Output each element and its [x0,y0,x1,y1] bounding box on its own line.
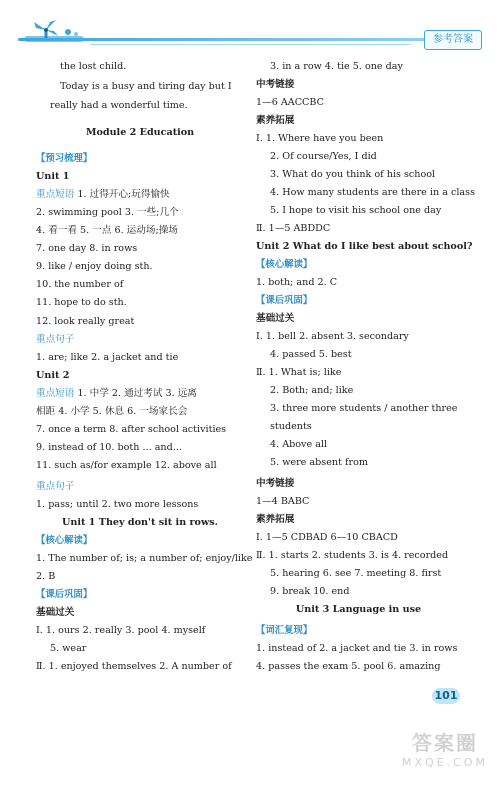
answer-text: 2. Both; and; like [270,385,354,396]
answer-line [36,606,74,620]
answer-line [256,258,312,272]
answer-text: 素养拓展 [256,115,295,126]
answer-line [36,534,92,548]
answer-text: 4. passed 5. best [270,349,352,360]
answer-text: 5. hearing 6. see 7. meeting 8. first [270,568,442,579]
watermark-line1: 答案圈 [412,731,478,755]
answer-text: 中考链接 [256,478,295,489]
answer-line [36,480,74,494]
answer-text: 4. How many students are there in a class [270,187,475,198]
answer-line [36,642,86,656]
answer-line [256,456,368,470]
answer-line [256,603,461,617]
answer-text: 【课后巩固】 [256,295,313,306]
answer-text: 素养拓展 [256,514,295,525]
answer-line [36,80,232,94]
answer-text: Ⅱ. 1. What is; like [256,367,342,378]
answer-text: Unit 1 They don't sit in rows. [62,517,218,528]
answer-text: Ⅱ. 1—5 ABDDC [256,223,331,234]
answer-text: Module 2 Education [85,127,195,138]
answer-text: 中考链接 [256,79,295,90]
header-subrule [90,44,410,45]
answer-text: students [270,421,312,432]
answer-line [256,78,294,92]
answer-line [36,315,134,329]
key-section-label: 重点短语 [36,189,75,200]
answer-text: 11. such as/for example 12. above all [36,460,217,471]
watermark-line2: MXQE.COM [402,756,488,769]
answer-line [256,186,475,200]
answer-line [36,333,74,347]
answer-line [256,60,403,74]
answer-line [36,552,252,566]
answer-line [256,438,327,452]
answer-text: 【课后巩固】 [36,589,93,600]
answer-line [256,114,294,128]
answer-line [36,260,153,274]
answer-text: Unit 2 What do I like best about school? [256,241,473,252]
answer-text: 7. once a term 8. after school activities [36,424,227,435]
answer-line [36,242,137,256]
answer-line [36,459,217,473]
answer-line [256,495,309,509]
answer-text: 2. B [36,571,56,582]
answer-text: Ⅱ. 1. starts 2. students 3. is 4. recorded [256,550,449,561]
answer-line [256,168,435,182]
answer-text: 4. Above all [270,439,328,450]
answer-line [256,585,350,599]
answer-line [36,387,197,401]
answer-line [256,384,353,398]
answer-text: 5. I hope to visit his school one day [270,205,442,216]
answer-text: 1. both; and 2. C [256,277,338,288]
answer-text: Unit 1 [36,171,70,182]
answer-line [36,278,123,292]
answer-text: 【预习梳理】 [36,153,93,164]
answer-text: 5. were absent from [270,457,368,468]
answer-line [36,99,188,113]
answer-text: 3. in a row 4. tie 5. one day [270,61,403,72]
answer-line [36,351,178,365]
answer-text: 1. pass; until 2. two more lessons [36,499,199,510]
watermark [400,730,490,776]
answer-line [256,402,457,416]
answer-line [256,294,312,308]
answer-text: Unit 2 [36,370,70,381]
answer-line [36,188,170,202]
answer-text: Ⅰ. 1. ours 2. really 3. pool 4. myself [36,625,206,636]
windmill-logo-icon [24,16,84,46]
answer-line [256,312,294,326]
answer-line [256,549,448,563]
answer-line [36,498,198,512]
answer-line [256,531,398,545]
answer-line [36,423,226,437]
answer-line [256,150,377,164]
page-number: 101 [432,688,460,704]
answer-text: 11. hope to do sth. [36,297,127,308]
answer-text: Ⅱ. 1. enjoyed themselves 2. A number of [36,661,232,672]
answer-line [36,152,92,166]
answer-text: 9. break 10. end [270,586,350,597]
answer-line [36,588,92,602]
answer-line [36,624,205,638]
answer-text: 4. 看一看 5. 一点 6. 运动场;操场 [36,225,178,236]
answer-text: 【核心解读】 [36,535,93,546]
answer-text: Ⅰ. 1. Where have you been [256,133,384,144]
answer-text: 1. The number of; is; a number of; enjoy/like [36,553,253,564]
key-section-label: 重点短语 [36,388,75,399]
answer-text: 9. like / enjoy doing sth. [36,261,153,272]
answer-text: Today is a busy and tiring day but I [60,81,232,92]
answer-text: 4. passes the exam 5. pool 6. amazing [256,661,441,672]
answer-text: 3. three more students / another three [270,403,458,414]
answer-line [256,330,409,344]
answer-text: really had a wonderful time. [50,100,188,111]
answer-text: 【核心解读】 [256,259,313,270]
answer-line [36,570,55,584]
answer-text: 【词汇复现】 [256,625,313,636]
header-rule [18,38,448,41]
answer-line [256,642,457,656]
answer-line [256,420,312,434]
answer-line [256,660,440,674]
answer-line [256,567,441,581]
answer-line [36,405,187,419]
answer-line [36,170,69,184]
answer-text: 相距 4. 小学 5. 休息 6. 一场家长会 [36,406,188,417]
answer-text: Ⅰ. 1. bell 2. absent 3. secondary [256,331,409,342]
answer-text: 5. wear [50,643,87,654]
answer-text: Ⅰ. 1—5 CDBAD 6—10 CBACD [256,532,398,543]
answer-line [36,224,178,238]
answer-line [256,222,330,236]
answer-text: 1—6 AACCBC [256,97,324,108]
answer-text: 2. swimming pool 3. 一些;几个 [36,207,179,218]
answer-line [256,624,312,638]
answer-line [36,126,244,140]
answer-line [36,516,244,530]
answer-line [36,369,69,383]
answer-text: 9. instead of 10. both ... and... [36,442,182,453]
answer-text: 1—4 BABC [256,496,310,507]
answer-line [36,660,232,674]
answer-line [36,296,127,310]
answer-line [36,206,179,220]
answer-line [256,204,441,218]
answer-text: 1. 中学 2. 通过考试 3. 远离 [77,388,197,399]
answer-line [256,276,337,290]
answer-line [256,513,294,527]
answer-line [256,240,473,254]
answer-text: the lost child. [60,61,127,72]
answer-text: 1. are; like 2. a jacket and tie [36,352,179,363]
answer-line [256,477,294,491]
answer-text: 12. look really great [36,316,135,327]
answer-line [256,348,352,362]
answer-line [36,60,126,74]
answer-text: 10. the number of [36,279,124,290]
answer-line [256,366,341,380]
answer-text: 1. instead of 2. a jacket and tie 3. in rows [256,643,458,654]
answer-key-tag: 参考答案 [424,30,482,50]
answer-line [36,441,182,455]
key-section-label: 重点句子 [36,334,75,345]
answer-text: 2. Of course/Yes, I did [270,151,377,162]
answer-text: 3. What do you think of his school [270,169,436,180]
page-header [0,0,500,56]
answer-line [256,96,324,110]
answer-text: 7. one day 8. in rows [36,243,138,254]
answer-line [256,132,383,146]
answer-text: Unit 3 Language in use [295,604,422,615]
key-section-label: 重点句子 [36,481,75,492]
answer-text: 基础过关 [256,313,295,324]
answer-text: 1. 过得开心;玩得愉快 [77,189,170,200]
answer-text: 基础过关 [36,607,75,618]
